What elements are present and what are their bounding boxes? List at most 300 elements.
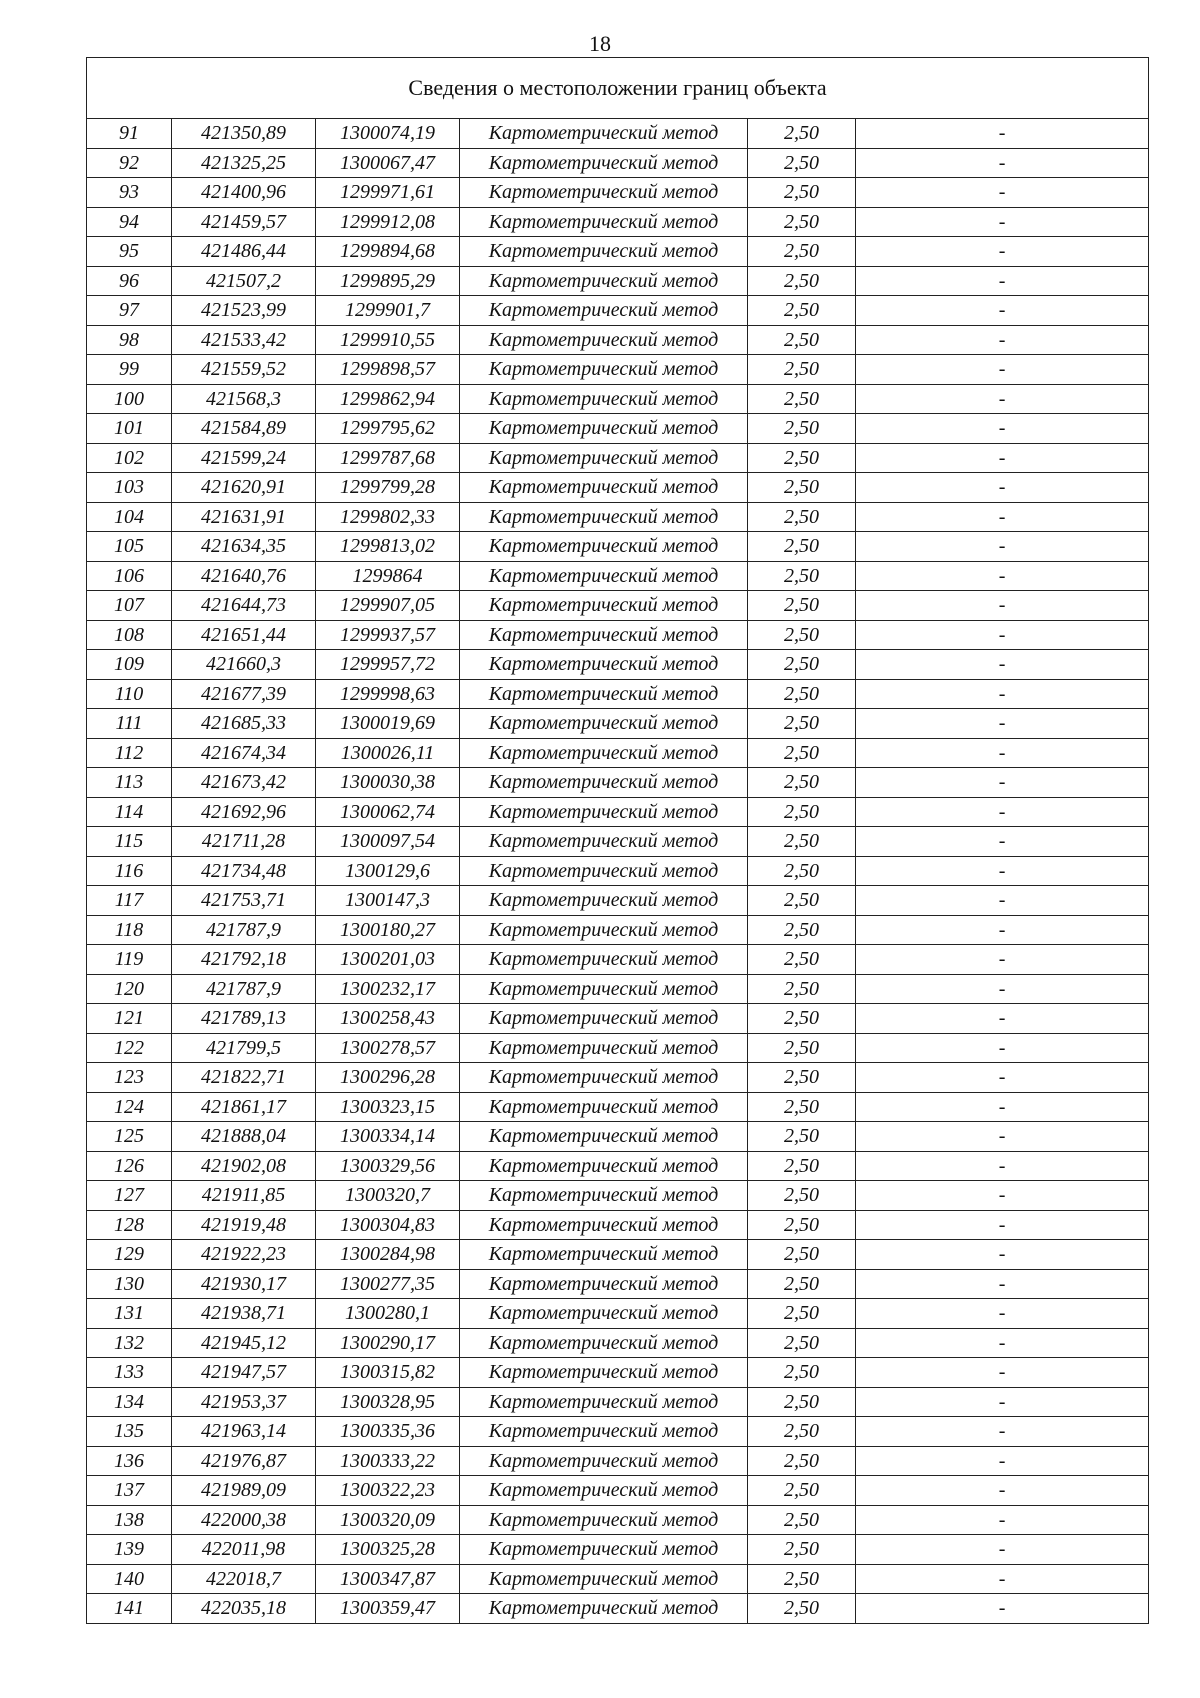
table-row <box>87 738 1149 768</box>
y-coordinate-cell: 1299971,61 <box>316 178 460 208</box>
point-number-cell: 101 <box>87 414 172 444</box>
table-row <box>87 1063 1149 1093</box>
y-coordinate-cell: 1300315,82 <box>316 1358 460 1388</box>
method-cell: Картометрический метод <box>460 1122 748 1152</box>
x-coordinate-cell: 421911,85 <box>172 1181 316 1211</box>
method-cell: Картометрический метод <box>460 886 748 916</box>
point-number-cell: 117 <box>87 886 172 916</box>
accuracy-cell: 2,50 <box>748 827 856 857</box>
accuracy-cell: 2,50 <box>748 532 856 562</box>
table-row <box>87 1033 1149 1063</box>
point-number-cell: 123 <box>87 1063 172 1093</box>
method-cell: Картометрический метод <box>460 443 748 473</box>
method-cell: Картометрический метод <box>460 561 748 591</box>
method-cell: Картометрический метод <box>460 797 748 827</box>
x-coordinate-cell: 422000,38 <box>172 1505 316 1535</box>
accuracy-cell: 2,50 <box>748 768 856 798</box>
x-coordinate-cell: 421325,25 <box>172 148 316 178</box>
y-coordinate-cell: 1300026,11 <box>316 738 460 768</box>
y-coordinate-cell: 1300277,35 <box>316 1269 460 1299</box>
y-coordinate-cell: 1299898,57 <box>316 355 460 385</box>
point-number-cell: 97 <box>87 296 172 326</box>
point-number-cell: 112 <box>87 738 172 768</box>
point-number-cell: 93 <box>87 178 172 208</box>
point-number-cell: 131 <box>87 1299 172 1329</box>
y-coordinate-cell: 1300334,14 <box>316 1122 460 1152</box>
x-coordinate-cell: 421822,71 <box>172 1063 316 1093</box>
x-coordinate-cell: 422018,7 <box>172 1564 316 1594</box>
y-coordinate-cell: 1299907,05 <box>316 591 460 621</box>
table-row <box>87 296 1149 326</box>
x-coordinate-cell: 421568,3 <box>172 384 316 414</box>
description-cell: - <box>856 886 1149 916</box>
accuracy-cell: 2,50 <box>748 1417 856 1447</box>
method-cell: Картометрический метод <box>460 650 748 680</box>
method-cell: Картометрический метод <box>460 709 748 739</box>
x-coordinate-cell: 421753,71 <box>172 886 316 916</box>
point-number-cell: 91 <box>87 119 172 149</box>
method-cell: Картометрический метод <box>460 856 748 886</box>
y-coordinate-cell: 1300232,17 <box>316 974 460 1004</box>
accuracy-cell: 2,50 <box>748 1033 856 1063</box>
table-row <box>87 1594 1149 1624</box>
description-cell: - <box>856 1004 1149 1034</box>
x-coordinate-cell: 421711,28 <box>172 827 316 857</box>
accuracy-cell: 2,50 <box>748 1004 856 1034</box>
x-coordinate-cell: 421692,96 <box>172 797 316 827</box>
description-cell: - <box>856 1387 1149 1417</box>
y-coordinate-cell: 1300290,17 <box>316 1328 460 1358</box>
accuracy-cell: 2,50 <box>748 1151 856 1181</box>
table-row <box>87 1387 1149 1417</box>
accuracy-cell: 2,50 <box>748 266 856 296</box>
x-coordinate-cell: 421938,71 <box>172 1299 316 1329</box>
y-coordinate-cell: 1299957,72 <box>316 650 460 680</box>
point-number-cell: 106 <box>87 561 172 591</box>
table-row <box>87 237 1149 267</box>
x-coordinate-cell: 421523,99 <box>172 296 316 326</box>
table-row <box>87 532 1149 562</box>
accuracy-cell: 2,50 <box>748 384 856 414</box>
description-cell: - <box>856 1505 1149 1535</box>
point-number-cell: 104 <box>87 502 172 532</box>
point-number-cell: 92 <box>87 148 172 178</box>
method-cell: Картометрический метод <box>460 1269 748 1299</box>
point-number-cell: 107 <box>87 591 172 621</box>
accuracy-cell: 2,50 <box>748 1122 856 1152</box>
table-row <box>87 945 1149 975</box>
y-coordinate-cell: 1300030,38 <box>316 768 460 798</box>
y-coordinate-cell: 1299910,55 <box>316 325 460 355</box>
method-cell: Картометрический метод <box>460 119 748 149</box>
y-coordinate-cell: 1299862,94 <box>316 384 460 414</box>
x-coordinate-cell: 421930,17 <box>172 1269 316 1299</box>
description-cell: - <box>856 237 1149 267</box>
y-coordinate-cell: 1299895,29 <box>316 266 460 296</box>
point-number-cell: 95 <box>87 237 172 267</box>
method-cell: Картометрический метод <box>460 1240 748 1270</box>
table-row <box>87 797 1149 827</box>
x-coordinate-cell: 421685,33 <box>172 709 316 739</box>
x-coordinate-cell: 421792,18 <box>172 945 316 975</box>
accuracy-cell: 2,50 <box>748 473 856 503</box>
point-number-cell: 118 <box>87 915 172 945</box>
table-row <box>87 502 1149 532</box>
method-cell: Картометрический метод <box>460 473 748 503</box>
point-number-cell: 129 <box>87 1240 172 1270</box>
table-row <box>87 1417 1149 1447</box>
description-cell: - <box>856 1151 1149 1181</box>
point-number-cell: 139 <box>87 1535 172 1565</box>
y-coordinate-cell: 1300067,47 <box>316 148 460 178</box>
accuracy-cell: 2,50 <box>748 325 856 355</box>
x-coordinate-cell: 421945,12 <box>172 1328 316 1358</box>
y-coordinate-cell: 1300335,36 <box>316 1417 460 1447</box>
x-coordinate-cell: 421620,91 <box>172 473 316 503</box>
table-row <box>87 414 1149 444</box>
accuracy-cell: 2,50 <box>748 1063 856 1093</box>
x-coordinate-cell: 421640,76 <box>172 561 316 591</box>
accuracy-cell: 2,50 <box>748 1594 856 1624</box>
table-row <box>87 827 1149 857</box>
description-cell: - <box>856 1299 1149 1329</box>
y-coordinate-cell: 1300347,87 <box>316 1564 460 1594</box>
description-cell: - <box>856 355 1149 385</box>
table-row <box>87 1151 1149 1181</box>
table-row <box>87 768 1149 798</box>
method-cell: Картометрический метод <box>460 591 748 621</box>
accuracy-cell: 2,50 <box>748 119 856 149</box>
y-coordinate-cell: 1300323,15 <box>316 1092 460 1122</box>
method-cell: Картометрический метод <box>460 148 748 178</box>
description-cell: - <box>856 1122 1149 1152</box>
method-cell: Картометрический метод <box>460 266 748 296</box>
page-number: 18 <box>589 31 611 56</box>
method-cell: Картометрический метод <box>460 1151 748 1181</box>
point-number-cell: 115 <box>87 827 172 857</box>
y-coordinate-cell: 1300129,6 <box>316 856 460 886</box>
description-cell: - <box>856 1092 1149 1122</box>
x-coordinate-cell: 421953,37 <box>172 1387 316 1417</box>
table-row <box>87 1004 1149 1034</box>
y-coordinate-cell: 1299912,08 <box>316 207 460 237</box>
table-row <box>87 1269 1149 1299</box>
point-number-cell: 138 <box>87 1505 172 1535</box>
method-cell: Картометрический метод <box>460 1446 748 1476</box>
point-number-cell: 114 <box>87 797 172 827</box>
x-coordinate-cell: 421734,48 <box>172 856 316 886</box>
y-coordinate-cell: 1300325,28 <box>316 1535 460 1565</box>
description-cell: - <box>856 325 1149 355</box>
x-coordinate-cell: 421902,08 <box>172 1151 316 1181</box>
point-number-cell: 128 <box>87 1210 172 1240</box>
description-cell: - <box>856 414 1149 444</box>
description-cell: - <box>856 1063 1149 1093</box>
y-coordinate-cell: 1300147,3 <box>316 886 460 916</box>
accuracy-cell: 2,50 <box>748 915 856 945</box>
accuracy-cell: 2,50 <box>748 561 856 591</box>
description-cell: - <box>856 1564 1149 1594</box>
accuracy-cell: 2,50 <box>748 1240 856 1270</box>
description-cell: - <box>856 974 1149 1004</box>
table-row <box>87 709 1149 739</box>
x-coordinate-cell: 421674,34 <box>172 738 316 768</box>
method-cell: Картометрический метод <box>460 738 748 768</box>
table-row <box>87 1122 1149 1152</box>
accuracy-cell: 2,50 <box>748 591 856 621</box>
point-number-cell: 121 <box>87 1004 172 1034</box>
description-cell: - <box>856 679 1149 709</box>
method-cell: Картометрический метод <box>460 1505 748 1535</box>
description-cell: - <box>856 119 1149 149</box>
y-coordinate-cell: 1300201,03 <box>316 945 460 975</box>
description-cell: - <box>856 532 1149 562</box>
description-cell: - <box>856 296 1149 326</box>
method-cell: Картометрический метод <box>460 1535 748 1565</box>
x-coordinate-cell: 421919,48 <box>172 1210 316 1240</box>
method-cell: Картометрический метод <box>460 532 748 562</box>
table-row <box>87 355 1149 385</box>
x-coordinate-cell: 421861,17 <box>172 1092 316 1122</box>
description-cell: - <box>856 207 1149 237</box>
method-cell: Картометрический метод <box>460 178 748 208</box>
description-cell: - <box>856 827 1149 857</box>
accuracy-cell: 2,50 <box>748 1535 856 1565</box>
description-cell: - <box>856 1535 1149 1565</box>
description-cell: - <box>856 738 1149 768</box>
description-cell: - <box>856 1476 1149 1506</box>
method-cell: Картометрический метод <box>460 679 748 709</box>
method-cell: Картометрический метод <box>460 1594 748 1624</box>
accuracy-cell: 2,50 <box>748 502 856 532</box>
description-cell: - <box>856 1033 1149 1063</box>
table-row <box>87 886 1149 916</box>
description-cell: - <box>856 1358 1149 1388</box>
x-coordinate-cell: 421787,9 <box>172 915 316 945</box>
x-coordinate-cell: 421660,3 <box>172 650 316 680</box>
description-cell: - <box>856 1594 1149 1624</box>
y-coordinate-cell: 1300180,27 <box>316 915 460 945</box>
x-coordinate-cell: 421963,14 <box>172 1417 316 1447</box>
x-coordinate-cell: 421486,44 <box>172 237 316 267</box>
description-cell: - <box>856 856 1149 886</box>
method-cell: Картометрический метод <box>460 1092 748 1122</box>
table-row <box>87 384 1149 414</box>
accuracy-cell: 2,50 <box>748 1564 856 1594</box>
point-number-cell: 125 <box>87 1122 172 1152</box>
x-coordinate-cell: 421888,04 <box>172 1122 316 1152</box>
y-coordinate-cell: 1300258,43 <box>316 1004 460 1034</box>
point-number-cell: 98 <box>87 325 172 355</box>
x-coordinate-cell: 421651,44 <box>172 620 316 650</box>
point-number-cell: 135 <box>87 1417 172 1447</box>
accuracy-cell: 2,50 <box>748 945 856 975</box>
description-cell: - <box>856 384 1149 414</box>
description-cell: - <box>856 1181 1149 1211</box>
x-coordinate-cell: 421533,42 <box>172 325 316 355</box>
method-cell: Картометрический метод <box>460 768 748 798</box>
x-coordinate-cell: 421559,52 <box>172 355 316 385</box>
accuracy-cell: 2,50 <box>748 1181 856 1211</box>
accuracy-cell: 2,50 <box>748 797 856 827</box>
point-number-cell: 119 <box>87 945 172 975</box>
y-coordinate-cell: 1299901,7 <box>316 296 460 326</box>
point-number-cell: 103 <box>87 473 172 503</box>
table-row <box>87 1181 1149 1211</box>
accuracy-cell: 2,50 <box>748 1328 856 1358</box>
x-coordinate-cell: 421947,57 <box>172 1358 316 1388</box>
y-coordinate-cell: 1300296,28 <box>316 1063 460 1093</box>
x-coordinate-cell: 421634,35 <box>172 532 316 562</box>
point-number-cell: 133 <box>87 1358 172 1388</box>
method-cell: Картометрический метод <box>460 1004 748 1034</box>
description-cell: - <box>856 709 1149 739</box>
table-row <box>87 1446 1149 1476</box>
point-number-cell: 136 <box>87 1446 172 1476</box>
method-cell: Картометрический метод <box>460 915 748 945</box>
x-coordinate-cell: 421799,5 <box>172 1033 316 1063</box>
x-coordinate-cell: 421507,2 <box>172 266 316 296</box>
method-cell: Картометрический метод <box>460 355 748 385</box>
x-coordinate-cell: 422011,98 <box>172 1535 316 1565</box>
description-cell: - <box>856 1417 1149 1447</box>
x-coordinate-cell: 421989,09 <box>172 1476 316 1506</box>
accuracy-cell: 2,50 <box>748 886 856 916</box>
table-row <box>87 1210 1149 1240</box>
description-cell: - <box>856 1210 1149 1240</box>
accuracy-cell: 2,50 <box>748 1387 856 1417</box>
x-coordinate-cell: 421350,89 <box>172 119 316 149</box>
table-row <box>87 1299 1149 1329</box>
x-coordinate-cell: 421400,96 <box>172 178 316 208</box>
y-coordinate-cell: 1299998,63 <box>316 679 460 709</box>
y-coordinate-cell: 1300304,83 <box>316 1210 460 1240</box>
y-coordinate-cell: 1300280,1 <box>316 1299 460 1329</box>
accuracy-cell: 2,50 <box>748 148 856 178</box>
accuracy-cell: 2,50 <box>748 738 856 768</box>
x-coordinate-cell: 421599,24 <box>172 443 316 473</box>
table-body <box>87 119 1149 1624</box>
table-row <box>87 207 1149 237</box>
method-cell: Картометрический метод <box>460 974 748 1004</box>
method-cell: Картометрический метод <box>460 325 748 355</box>
y-coordinate-cell: 1299937,57 <box>316 620 460 650</box>
method-cell: Картометрический метод <box>460 1299 748 1329</box>
x-coordinate-cell: 421677,39 <box>172 679 316 709</box>
table-row <box>87 1092 1149 1122</box>
description-cell: - <box>856 768 1149 798</box>
point-number-cell: 102 <box>87 443 172 473</box>
y-coordinate-cell: 1300329,56 <box>316 1151 460 1181</box>
description-cell: - <box>856 915 1149 945</box>
accuracy-cell: 2,50 <box>748 355 856 385</box>
y-coordinate-cell: 1300322,23 <box>316 1476 460 1506</box>
table-row <box>87 650 1149 680</box>
method-cell: Картометрический метод <box>460 1387 748 1417</box>
method-cell: Картометрический метод <box>460 1063 748 1093</box>
point-number-cell: 132 <box>87 1328 172 1358</box>
description-cell: - <box>856 148 1149 178</box>
description-cell: - <box>856 561 1149 591</box>
table-row <box>87 856 1149 886</box>
y-coordinate-cell: 1299864 <box>316 561 460 591</box>
method-cell: Картометрический метод <box>460 1181 748 1211</box>
point-number-cell: 100 <box>87 384 172 414</box>
method-cell: Картометрический метод <box>460 384 748 414</box>
method-cell: Картометрический метод <box>460 502 748 532</box>
method-cell: Картометрический метод <box>460 1033 748 1063</box>
point-number-cell: 127 <box>87 1181 172 1211</box>
point-number-cell: 110 <box>87 679 172 709</box>
boundary-coordinates-table <box>86 57 1149 1624</box>
method-cell: Картометрический метод <box>460 620 748 650</box>
accuracy-cell: 2,50 <box>748 237 856 267</box>
y-coordinate-cell: 1300328,95 <box>316 1387 460 1417</box>
table-row <box>87 591 1149 621</box>
table-row <box>87 561 1149 591</box>
description-cell: - <box>856 620 1149 650</box>
accuracy-cell: 2,50 <box>748 443 856 473</box>
point-number-cell: 105 <box>87 532 172 562</box>
method-cell: Картометрический метод <box>460 827 748 857</box>
description-cell: - <box>856 1269 1149 1299</box>
description-cell: - <box>856 650 1149 680</box>
x-coordinate-cell: 421631,91 <box>172 502 316 532</box>
method-cell: Картометрический метод <box>460 1476 748 1506</box>
table-row <box>87 148 1149 178</box>
table-row <box>87 620 1149 650</box>
table-caption: Сведения о местоположении границ объекта <box>87 58 1149 119</box>
point-number-cell: 113 <box>87 768 172 798</box>
point-number-cell: 126 <box>87 1151 172 1181</box>
y-coordinate-cell: 1300062,74 <box>316 797 460 827</box>
method-cell: Картометрический метод <box>460 237 748 267</box>
y-coordinate-cell: 1299813,02 <box>316 532 460 562</box>
x-coordinate-cell: 421644,73 <box>172 591 316 621</box>
method-cell: Картометрический метод <box>460 207 748 237</box>
accuracy-cell: 2,50 <box>748 1092 856 1122</box>
description-cell: - <box>856 502 1149 532</box>
y-coordinate-cell: 1299894,68 <box>316 237 460 267</box>
table-row <box>87 1564 1149 1594</box>
x-coordinate-cell: 421976,87 <box>172 1446 316 1476</box>
y-coordinate-cell: 1300359,47 <box>316 1594 460 1624</box>
y-coordinate-cell: 1300284,98 <box>316 1240 460 1270</box>
table-row <box>87 178 1149 208</box>
point-number-cell: 124 <box>87 1092 172 1122</box>
accuracy-cell: 2,50 <box>748 1505 856 1535</box>
table-row <box>87 1535 1149 1565</box>
point-number-cell: 130 <box>87 1269 172 1299</box>
description-cell: - <box>856 473 1149 503</box>
accuracy-cell: 2,50 <box>748 620 856 650</box>
x-coordinate-cell: 422035,18 <box>172 1594 316 1624</box>
accuracy-cell: 2,50 <box>748 1446 856 1476</box>
point-number-cell: 137 <box>87 1476 172 1506</box>
table-row <box>87 974 1149 1004</box>
y-coordinate-cell: 1300333,22 <box>316 1446 460 1476</box>
table-row <box>87 325 1149 355</box>
y-coordinate-cell: 1299799,28 <box>316 473 460 503</box>
description-cell: - <box>856 443 1149 473</box>
accuracy-cell: 2,50 <box>748 1476 856 1506</box>
point-number-cell: 116 <box>87 856 172 886</box>
point-number-cell: 108 <box>87 620 172 650</box>
accuracy-cell: 2,50 <box>748 207 856 237</box>
table-row <box>87 1505 1149 1535</box>
method-cell: Картометрический метод <box>460 945 748 975</box>
accuracy-cell: 2,50 <box>748 414 856 444</box>
